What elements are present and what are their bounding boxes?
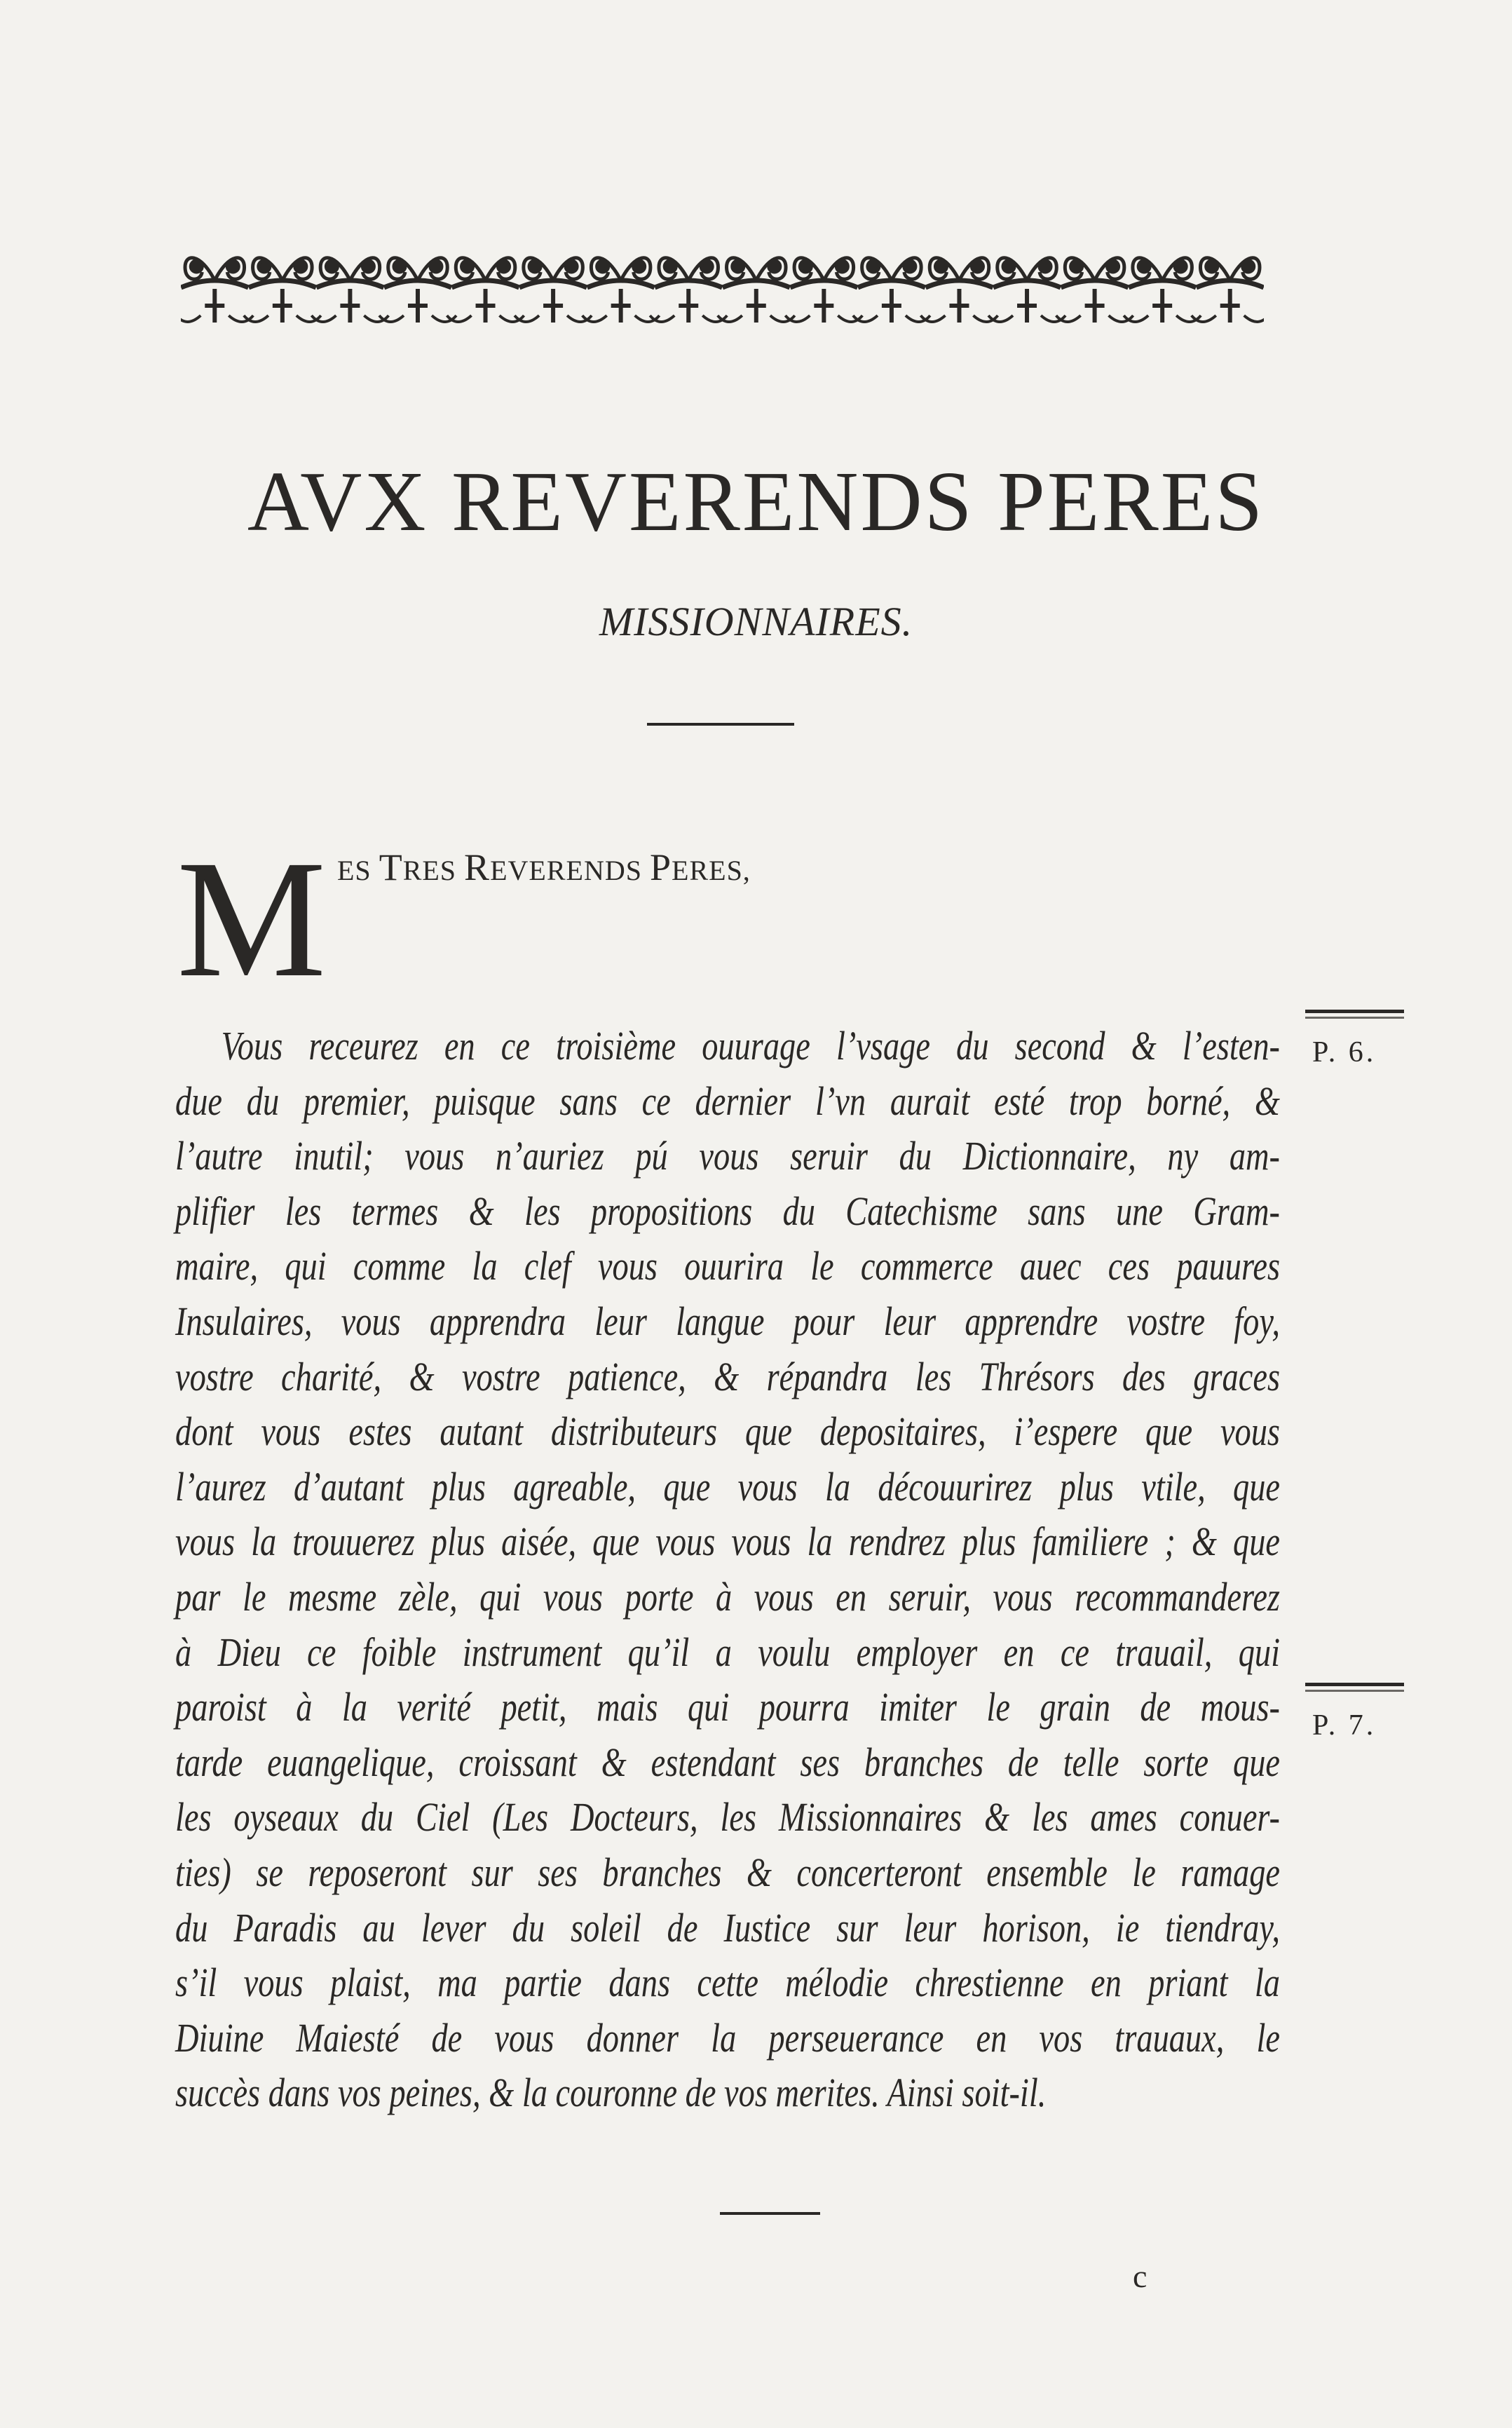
body-line: vostre charité, & vostre patience, & répandra les Thrésors des graces — [175, 1353, 1280, 1399]
page-subtitle: MISSIONNAIRES. — [599, 599, 913, 644]
fleuron-icon — [311, 258, 388, 323]
fleuron-icon — [1192, 258, 1264, 323]
margin-note-page-6: P. 6. — [1312, 1036, 1377, 1069]
fleuron-icon — [988, 258, 1065, 323]
body-line: succès dans vos peines, & la couronne de vos merites. Ainsi soit-il. — [175, 2070, 1047, 2116]
body-line: l’aurez d’autant plus agreable, que vous la découurirez plus vtile, que — [175, 1463, 1280, 1510]
closing-divider — [720, 2212, 820, 2215]
fleuron-icon — [785, 258, 862, 323]
salutation-t: T — [379, 846, 403, 888]
signature-mark: c — [1133, 2258, 1147, 2294]
margin-rule — [1305, 1683, 1404, 1695]
salutation-es: ES — [337, 855, 379, 886]
title-divider — [647, 723, 794, 726]
body-line: vous la trouuerez plus aisée, que vous vous la rendrez plus familiere ; & que — [175, 1519, 1280, 1565]
fleuron-icon — [853, 258, 930, 323]
salutation — [337, 848, 751, 886]
body-line: ties) se reposeront sur ses branches & concerteront ensemble le ramage — [175, 1849, 1280, 1895]
body-line: tarde euangelique, croissant & estendant ses branches de telle sorte que — [175, 1739, 1280, 1785]
body-line: les oyseaux du Ciel (Les Docteurs, les Missionnaires & les ames conuer- — [175, 1794, 1280, 1840]
body-line: Diuine Maiesté de vous donner la perseuerance en vos trauaux, le — [175, 2014, 1280, 2061]
body-line: s’il vous plaist, ma partie dans cette mélodie chrestienne en priant la — [175, 1960, 1280, 2006]
salutation-everends: EVERENDS — [490, 855, 650, 886]
fleuron-icon — [1124, 258, 1201, 323]
body-line: due du premier, puisque sans ce dernier l’vn aurait esté trop borné, & — [175, 1078, 1280, 1124]
fleuron-icon — [583, 258, 660, 323]
fleuron-icon — [379, 258, 456, 323]
fleuron-icon — [718, 258, 795, 323]
body-line: Vous receurez en ce troisième ouurage l’vsage du second & l’esten- — [221, 1023, 1281, 1069]
fleuron-icon — [1056, 258, 1133, 323]
body-line: dont vous estes autant distributeurs que depositaires, i’espere que vous — [175, 1409, 1280, 1455]
body-line: l’autre inutil; vous n’auriez pú vous seruir du Dictionnaire, ny am- — [175, 1133, 1280, 1179]
body-text — [175, 1019, 1280, 2121]
body-line: du Paradis au lever du soleil de Iustice sur leur horison, ie tiendray, — [175, 1904, 1280, 1951]
fleuron-icon — [181, 258, 253, 323]
fleuron-icon — [244, 258, 321, 323]
body-line: Insulaires, vous apprendra leur langue pour leur apprendre vostre foy, — [175, 1298, 1280, 1344]
body-line: paroist à la verité petit, mais qui pourra imiter le grain de mous- — [175, 1684, 1280, 1730]
fleuron-icon — [650, 258, 727, 323]
salutation-r: R — [464, 846, 491, 888]
fleuron-ornament-band — [181, 238, 1264, 337]
body-line: plifier les termes & les propositions du Catechisme sans une Gram- — [175, 1188, 1280, 1234]
margin-rule — [1305, 1010, 1404, 1022]
fleuron-icon — [920, 258, 997, 323]
fleuron-icon — [447, 258, 524, 323]
margin-note-page-7: P. 7. — [1312, 1709, 1377, 1742]
fleuron-icon — [515, 258, 592, 323]
body-line: à Dieu ce foible instrument qu’il a voulu employer en ce trauail, qui — [175, 1629, 1280, 1675]
salutation-p: P — [649, 846, 672, 888]
salutation-res: RES — [402, 855, 465, 886]
salutation-eres: ERES, — [672, 855, 751, 886]
page-title: AVX REVERENDS PERES — [247, 454, 1265, 549]
body-line: par le mesme zèle, qui vous porte à vous en seruir, vous recommanderez — [175, 1573, 1280, 1620]
body-line: maire, qui comme la clef vous ouurira le commerce auec ces pauures — [175, 1243, 1280, 1289]
drop-cap: M — [177, 825, 327, 1012]
